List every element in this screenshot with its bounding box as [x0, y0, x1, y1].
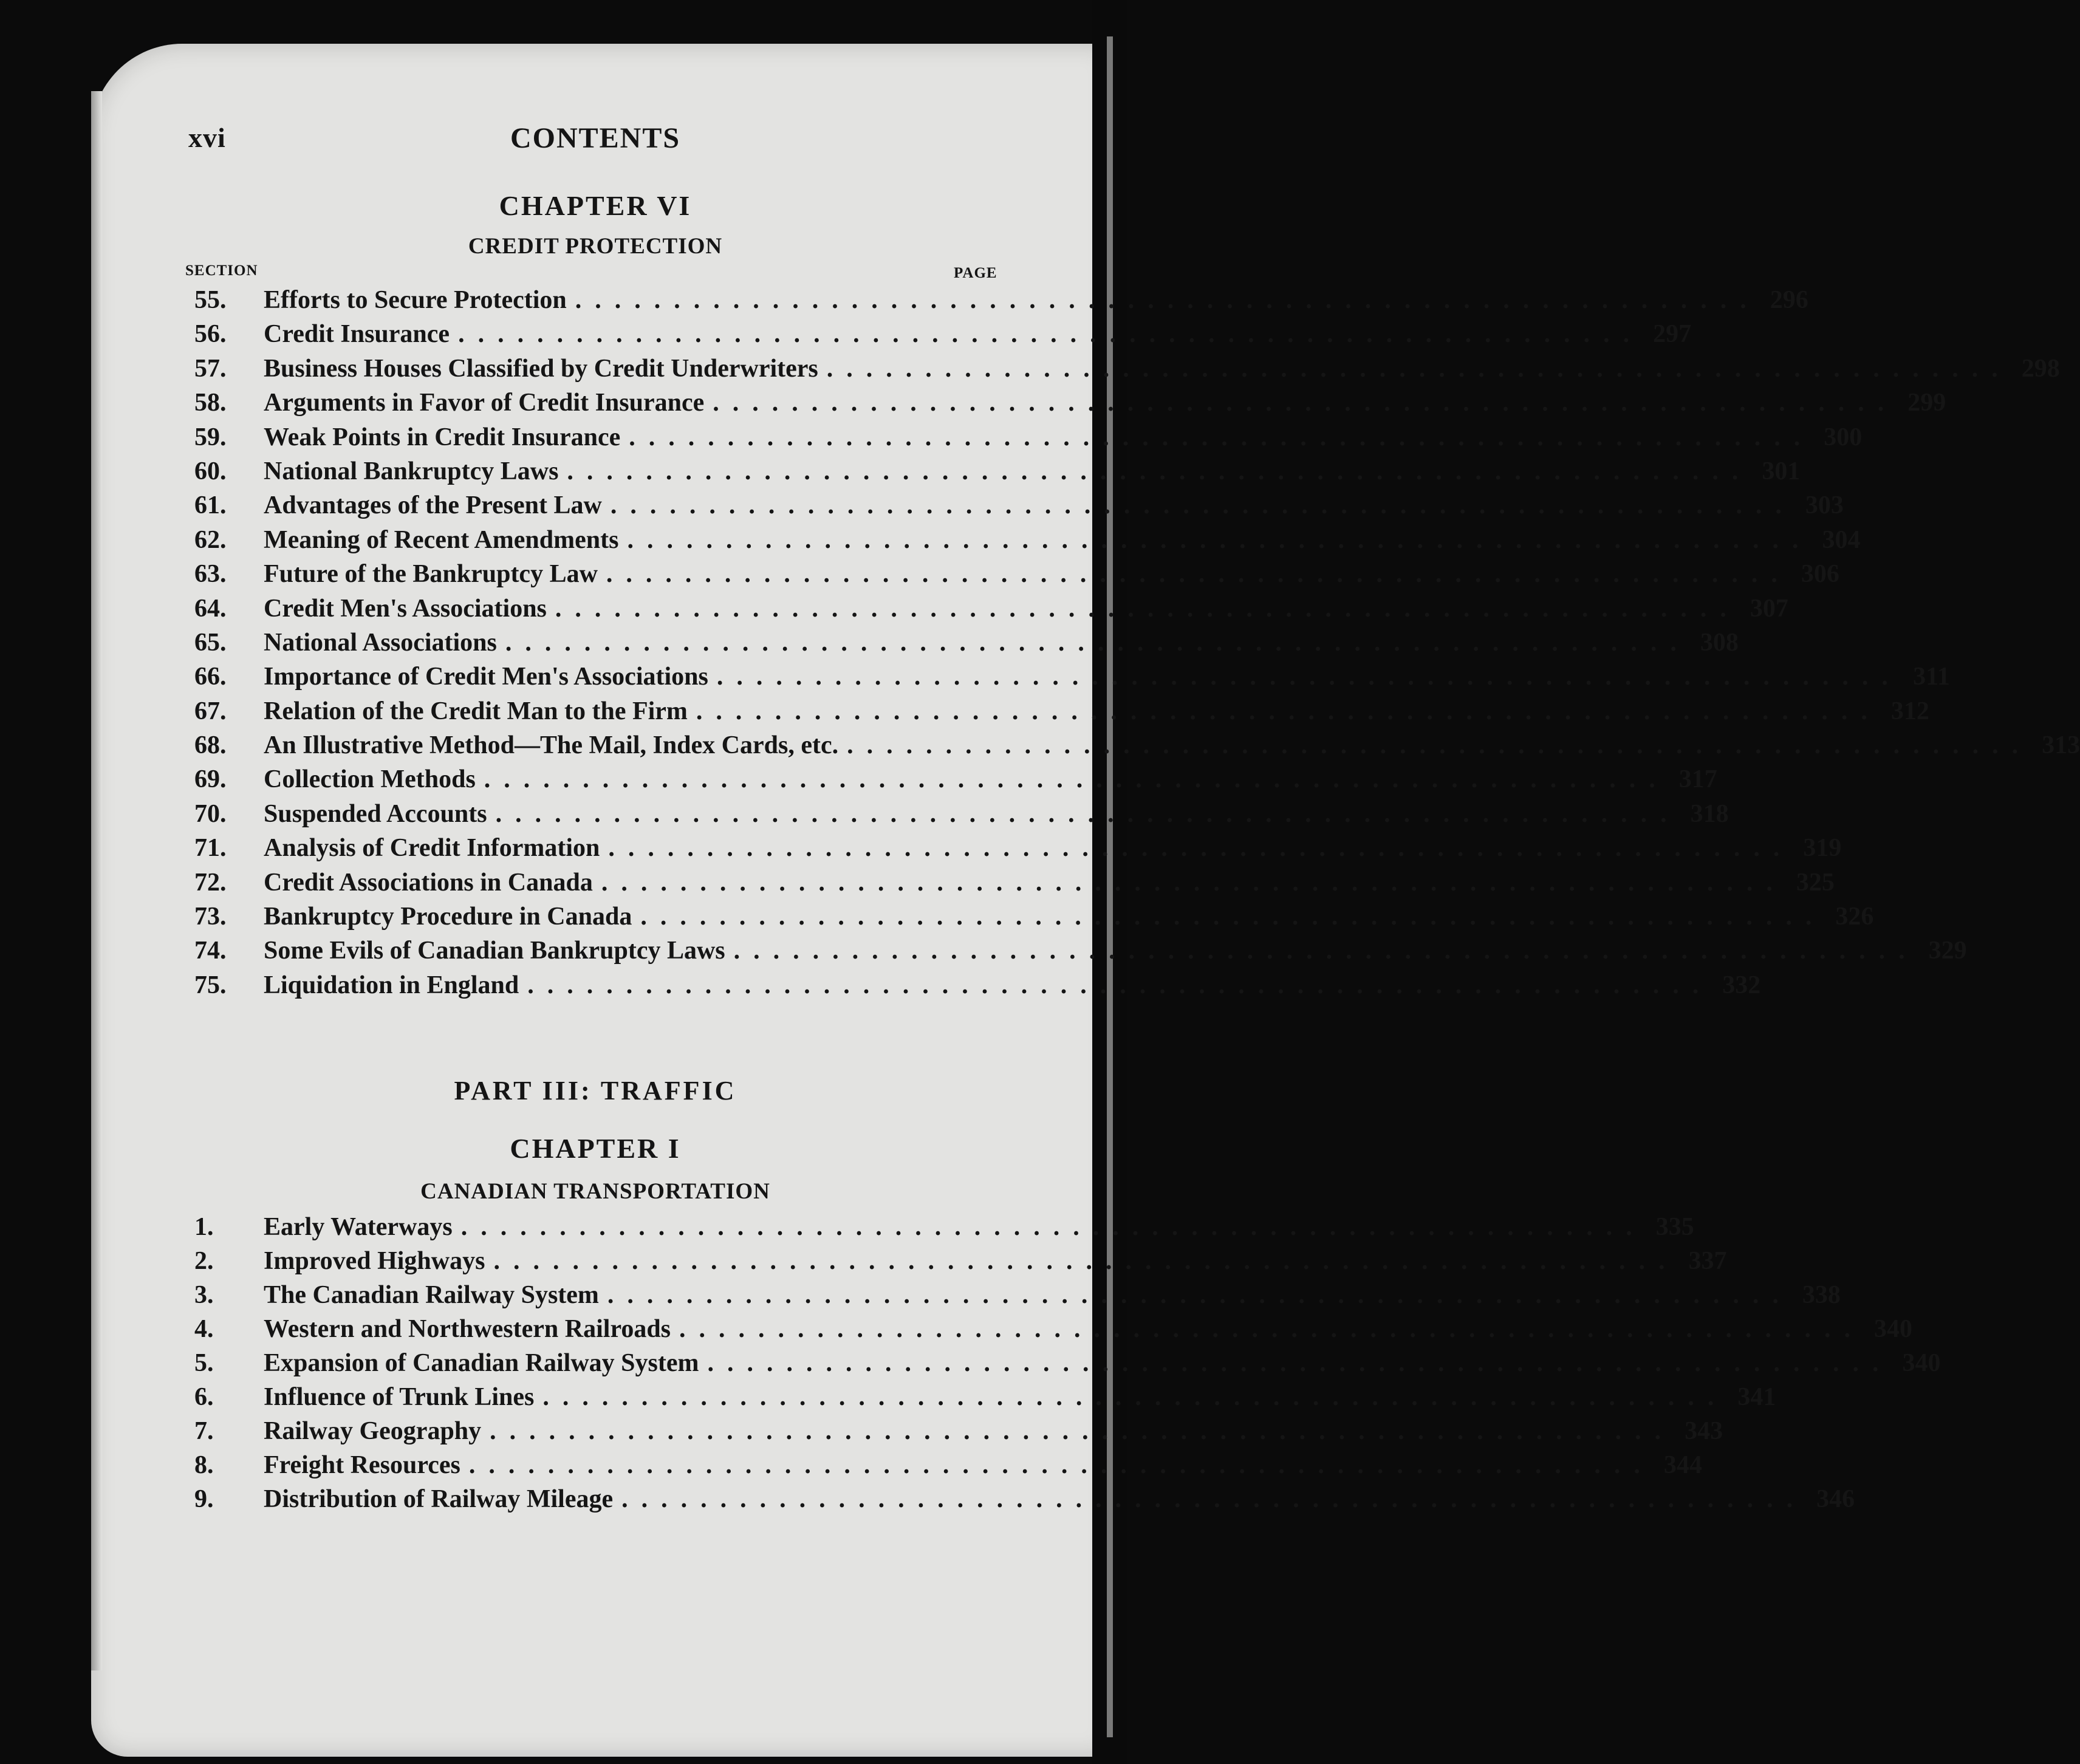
section-number: 57.	[194, 354, 227, 383]
section-title: Liquidation in England	[264, 971, 519, 999]
page-reference: 341	[1737, 1383, 1776, 1411]
chapter-vi-heading: CHAPTER VI	[499, 190, 692, 221]
chapter-i-entries	[194, 1212, 1941, 1519]
section-title: Future of the Bankruptcy Law	[264, 560, 598, 589]
toc-entry	[194, 1417, 1723, 1451]
section-title: Meaning of Recent Amendments	[264, 525, 619, 554]
section-number: 69.	[194, 765, 227, 794]
section-number: 55.	[194, 286, 227, 314]
toc-entry	[194, 525, 1861, 559]
dot-leader: ............................................................	[490, 1417, 1675, 1445]
toc-entry	[194, 354, 2060, 388]
toc-entry	[194, 902, 1874, 936]
dot-leader: ............................................................	[493, 1247, 1678, 1275]
toc-entry	[194, 285, 1808, 320]
section-title: Suspended Accounts	[264, 799, 487, 828]
section-number: 56.	[194, 320, 227, 349]
page-reference: 303	[1805, 491, 1844, 520]
page-left-edge	[91, 91, 102, 1670]
part-iii-heading: PART III: TRAFFIC	[454, 1076, 737, 1106]
dot-leader: ............................................................	[505, 628, 1690, 657]
section-title: Business Houses Classified by Credit Underwriters	[264, 354, 818, 383]
chapter-i-subject: CANADIAN TRANSPORTATION	[420, 1179, 770, 1204]
dot-leader: ............................................................	[716, 663, 1901, 691]
section-title: Improved Highways	[264, 1247, 485, 1275]
page-reference: 326	[1835, 903, 1874, 931]
section-number: 60.	[194, 457, 227, 485]
dot-leader: ............................................................	[627, 525, 1812, 554]
page-reference: 308	[1700, 628, 1739, 657]
page-reference: 335	[1655, 1213, 1694, 1241]
section-number: 8.	[194, 1451, 214, 1479]
section-number: 75.	[194, 971, 227, 999]
dot-leader: ............................................................	[707, 1349, 1892, 1377]
page-reference: 318	[1690, 799, 1729, 828]
section-number: 59.	[194, 423, 227, 451]
dot-leader: ............................................................	[608, 834, 1793, 863]
toc-entry	[194, 1451, 1702, 1485]
page-reference: 300	[1824, 423, 1863, 451]
dot-leader: ............................................................	[458, 320, 1643, 349]
toc-entry	[194, 1280, 1841, 1314]
section-title: Distribution of Railway Mileage	[264, 1485, 614, 1513]
section-title: Freight Resources	[264, 1451, 460, 1479]
page-reference: 296	[1770, 286, 1808, 314]
toc-entry	[194, 662, 1950, 696]
section-title: Credit Associations in Canada	[264, 868, 593, 897]
page-reference: 304	[1822, 525, 1861, 554]
page-reference: 340	[1874, 1315, 1913, 1343]
section-title: Relation of the Credit Man to the Firm	[264, 697, 688, 725]
section-number: 73.	[194, 903, 227, 931]
toc-entry	[194, 868, 1835, 902]
section-title: Credit Insurance	[264, 320, 450, 349]
page-reference: 319	[1803, 834, 1842, 863]
chapter-i-heading: CHAPTER I	[510, 1133, 681, 1164]
section-title: Credit Men's Associations	[264, 594, 547, 623]
dot-leader: ............................................................	[527, 971, 1712, 999]
toc-entry	[194, 1349, 1941, 1383]
toc-entry	[194, 628, 1739, 662]
page-reference: 337	[1688, 1247, 1727, 1275]
toc-entry	[194, 1383, 1776, 1417]
page-reference: 301	[1762, 457, 1801, 485]
section-number: 65.	[194, 628, 227, 657]
section-title: National Associations	[264, 628, 497, 657]
section-title: Influence of Trunk Lines	[264, 1383, 535, 1411]
section-title: Arguments in Favor of Credit Insurance	[264, 389, 705, 417]
dot-leader: ............................................................	[460, 1213, 1646, 1241]
section-title: Weak Points in Credit Insurance	[264, 423, 621, 451]
toc-entry	[194, 799, 1729, 833]
page-reference: 338	[1802, 1281, 1841, 1309]
page-reference: 311	[1913, 663, 1950, 691]
section-title: Efforts to Secure Protection	[264, 286, 567, 314]
section-number: 2.	[194, 1247, 214, 1275]
toc-entry	[194, 765, 1717, 799]
toc-entry	[194, 594, 1788, 628]
dot-leader: ............................................................	[629, 423, 1814, 451]
toc-entry	[194, 1485, 1855, 1519]
dot-leader: ............................................................	[468, 1451, 1654, 1479]
dot-leader: ............................................................	[679, 1315, 1864, 1343]
toc-entry	[194, 1246, 1727, 1280]
dot-leader: ............................................................	[575, 286, 1760, 314]
dot-leader: ............................................................	[542, 1383, 1728, 1411]
section-title: Some Evils of Canadian Bankruptcy Laws	[264, 937, 725, 965]
section-column-head: SECTION	[185, 262, 258, 279]
page-reference: 313	[2042, 731, 2080, 760]
dot-leader: ............................................................	[555, 594, 1740, 623]
dot-leader: ............................................................	[484, 765, 1669, 794]
page-reference: 312	[1890, 697, 1929, 725]
section-number: 6.	[194, 1383, 214, 1411]
toc-entry	[194, 731, 2080, 765]
section-title: Bankruptcy Procedure in Canada	[264, 903, 632, 931]
section-title: Analysis of Credit Information	[264, 834, 600, 863]
section-title: Railway Geography	[264, 1417, 482, 1445]
dot-leader: ............................................................	[567, 457, 1752, 485]
dot-leader: ............................................................	[495, 799, 1680, 828]
running-title: CONTENTS	[510, 122, 681, 154]
section-number: 58.	[194, 389, 227, 417]
section-number: 68.	[194, 731, 227, 760]
page-reference: 343	[1685, 1417, 1723, 1445]
section-number: 5.	[194, 1349, 214, 1377]
toc-entry	[194, 697, 1929, 731]
page-number: xvi	[188, 122, 226, 153]
section-title: National Bankruptcy Laws	[264, 457, 559, 485]
toc-entry	[194, 320, 1692, 354]
toc-entry	[194, 457, 1801, 491]
toc-entry	[194, 1314, 1913, 1349]
page-reference: 297	[1653, 320, 1692, 349]
dot-leader: ............................................................	[733, 937, 1918, 965]
section-number: 64.	[194, 594, 227, 623]
page-reference: 344	[1663, 1451, 1702, 1479]
section-title: Early Waterways	[264, 1213, 453, 1241]
page-reference: 299	[1907, 389, 1946, 417]
page-reference: 332	[1722, 971, 1761, 999]
section-number: 4.	[194, 1315, 214, 1343]
page-reference: 340	[1902, 1349, 1941, 1377]
toc-entry	[194, 423, 1863, 457]
section-title: Collection Methods	[264, 765, 476, 794]
section-title: The Canadian Railway System	[264, 1281, 599, 1309]
dot-leader: ............................................................	[621, 1485, 1807, 1513]
dot-leader: ............................................................	[696, 697, 1881, 725]
section-number: 66.	[194, 663, 227, 691]
section-title: Expansion of Canadian Railway System	[264, 1349, 699, 1377]
page-reference: 298	[2021, 354, 2060, 383]
dot-leader: ............................................................	[713, 389, 1898, 417]
section-number: 9.	[194, 1485, 214, 1513]
section-number: 62.	[194, 525, 227, 554]
toc-entry	[194, 833, 1842, 867]
dot-leader: ............................................................	[606, 560, 1791, 589]
dot-leader: ............................................................	[607, 1281, 1792, 1309]
page-reference: 325	[1796, 868, 1835, 897]
chapter-vi-subject: CREDIT PROTECTION	[468, 234, 723, 259]
chapter-vi-entries	[194, 285, 2080, 1005]
dot-leader: ............................................................	[610, 491, 1795, 520]
section-number: 70.	[194, 799, 227, 828]
section-number: 61.	[194, 491, 227, 520]
toc-entry	[194, 491, 1844, 525]
dot-leader: ............................................................	[601, 868, 1786, 897]
toc-entry	[194, 388, 1946, 422]
dot-leader: ............................................................	[847, 731, 2032, 760]
section-number: 3.	[194, 1281, 214, 1309]
toc-entry	[194, 1212, 1694, 1246]
section-number: 7.	[194, 1417, 214, 1445]
section-title: Advantages of the Present Law	[264, 491, 602, 520]
page-reference: 307	[1750, 594, 1788, 623]
page-reference: 329	[1928, 937, 1967, 965]
section-number: 1.	[194, 1213, 214, 1241]
dot-leader: ............................................................	[640, 903, 1825, 931]
section-number: 67.	[194, 697, 227, 725]
section-title: Importance of Credit Men's Associations	[264, 663, 708, 691]
toc-entry	[194, 936, 1967, 970]
page-reference: 317	[1678, 765, 1717, 794]
section-title: An Illustrative Method—The Mail, Index Cards, etc.	[264, 731, 839, 760]
page-reference: 346	[1816, 1485, 1855, 1513]
section-title: Western and Northwestern Railroads	[264, 1315, 671, 1343]
page-column-head: PAGE	[954, 265, 997, 281]
section-number: 63.	[194, 560, 227, 589]
dot-leader: ............................................................	[826, 354, 2011, 383]
toc-entry	[194, 971, 1761, 1005]
toc-entry	[194, 559, 1839, 593]
page-reference: 306	[1801, 560, 1839, 589]
section-number: 71.	[194, 834, 227, 863]
section-number: 72.	[194, 868, 227, 897]
section-number: 74.	[194, 937, 227, 965]
